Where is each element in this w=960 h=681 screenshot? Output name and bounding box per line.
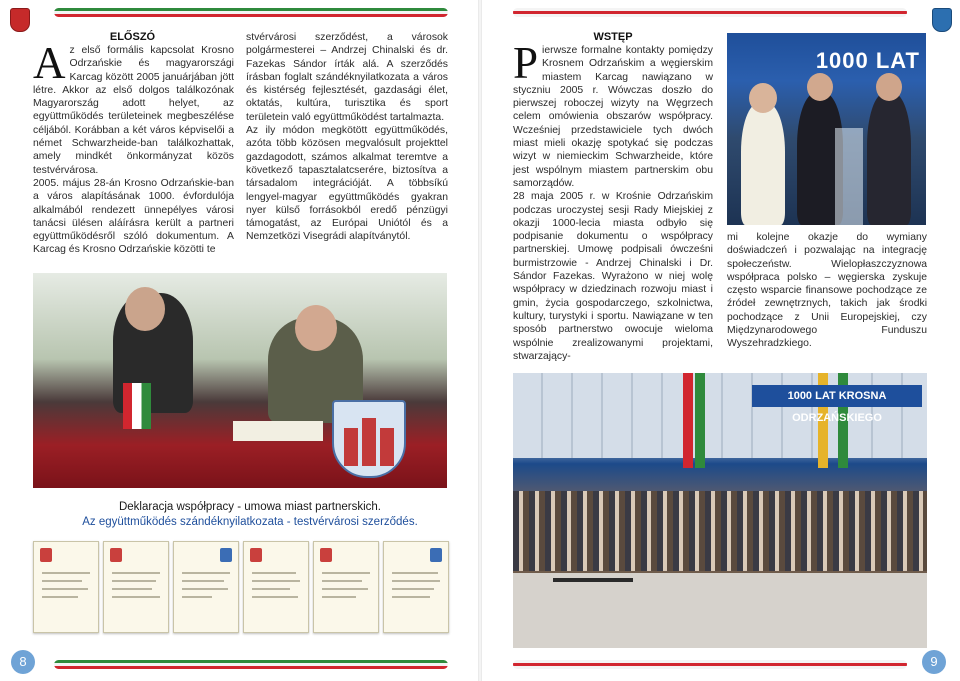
document-scan xyxy=(313,541,379,633)
photo-caption xyxy=(40,500,460,530)
drop-cap: A xyxy=(33,38,66,88)
hall-banner: 1000 LAT KROSNA ODRZAŃSKIEGO xyxy=(752,385,922,407)
krosno-crest-icon xyxy=(332,400,406,478)
caption-hungarian: Az együttműködés szándéknyilatkozata - testvérvárosi szerződés. xyxy=(82,516,418,528)
section-heading: ELŐSZÓ xyxy=(109,31,156,43)
document-scan xyxy=(33,541,99,633)
document-scan xyxy=(383,541,449,633)
document-scan xyxy=(173,541,239,633)
paragraph: z első formális kapcsolat Krosno Odrzańskie és magyarországi Karcag között 2005 januárjában jött létre. Akkor az első dolgos találkozónak Magyarország adott helyet, az együttműködés területeinek megbeszélése céljából. Korábban a két város képviselői a német Schwarzheide-ban találkozhattak, amely mindkét önkormányzat közös testvérvárosa. xyxy=(33,45,234,176)
crest-icon xyxy=(932,8,952,32)
text-column-1 xyxy=(33,38,234,257)
page-number: 8 xyxy=(11,650,35,674)
paragraph: Az ily módon megkötött együttműködés, azóta több közösen megvalósult projekttel gazdagodott, számos alkalmat teremtve a következő tapasztalatcserére, biztosítva a társadalom integrációját. A többsíkú lengyel-magyar együttműködés gyakran nyer külső forrásokból eredő pénzügyi támogatást, az Európai Uniótól és a Nemzetközi Visegrádi alapítványtól. xyxy=(246,125,448,243)
book-spine xyxy=(478,0,482,681)
page-number: 9 xyxy=(922,650,946,674)
text-column-2 xyxy=(727,231,927,351)
tricolor-stripe-bottom xyxy=(54,660,448,669)
text-column-2 xyxy=(246,31,448,244)
drop-cap: P xyxy=(513,38,539,88)
podium-banner: 1000 LAT xyxy=(815,48,920,73)
tricolor-stripe-top xyxy=(513,8,907,17)
tricolor-stripe-bottom xyxy=(513,660,907,669)
paragraph: ierwsze formalne kontakty pomiędzy Krosnem Odrzańskim a węgierskim miastem Karcag nawiązano w styczniu 2005 r. Wówczas doszło do pierwszej roboczej wizyty na Węgrzech celem omówienia obszarów współpracy. Wcześniej przedstawiciele tych dwóch miast mieli okazję spotykać się podczas wizyt w niemieckim Schwarzheide, które jest wspólnym miastem partnerskim obu samorządów. xyxy=(513,45,713,189)
paragraph: 28 maja 2005 r. w Krośnie Odrzańskim podczas uroczystej sesji Rady Miejskiej z okazji 1000-lecia miasta odbyło się podpisanie dokumentu o współpracy partnerskiej. Umowę podpisali ówcześni burmistrzowie - Andrzej Chinalski i Dr. Sándor Fazekas. Wyrażono w niej wolę współpracy w dziedzinach rozwoju miast i gmin, życia gospodarczego, szkolnictwa, kultury, turystyki i sportu. Nawiązane w ten sposób partnerstwo owocuje wieloma wspólnie zrealizowanymi projektami, stwarzający- xyxy=(513,191,713,362)
text-column-1 xyxy=(513,38,713,363)
section-heading: WSTĘP xyxy=(593,31,633,43)
crest-icon xyxy=(10,8,30,32)
document-scan xyxy=(103,541,169,633)
caption-polish: Deklaracja współpracy - umowa miast partnerskich. xyxy=(118,501,382,513)
document-scan xyxy=(243,541,309,633)
tricolor-stripe-top xyxy=(54,8,448,17)
paragraph: 2005. május 28-án Krosno Odrzańskie-ban a város alapításának 1000. évfordulója alkalmából rendezett ünnepélyes városi tanácsi ülésen aláírásra került a partneri együttműködésről szóló dokumentum. A Karcag és Krosno Odrzańskie közötti te xyxy=(33,177,234,256)
paragraph: stvérvárosi szerződést, a városok polgármesterei – Andrzej Chinalski és dr. Fazekas Sándor írták alá. A szerződés írásban foglalt szándéknyilatkozata a város és kistérség fejlesztését, gazdasági élet, oktatás, kultúra, turisztika és sport területein való együttműködést tartalmazta. xyxy=(246,32,448,123)
paragraph: mi kolejne okazje do wymiany doświadczeń i pozwalając na integrację społeczeństw. Wielopłaszczyznowa współpraca polsko – węgierska zyskuje często wsparcie finansowe pochodzące ze źródeł zewnętrznych, takich jak środki pochodzące z Unii Europejskiej, czy Międzynarodowego Funduszu Wyszehradzkiego. xyxy=(727,232,927,350)
